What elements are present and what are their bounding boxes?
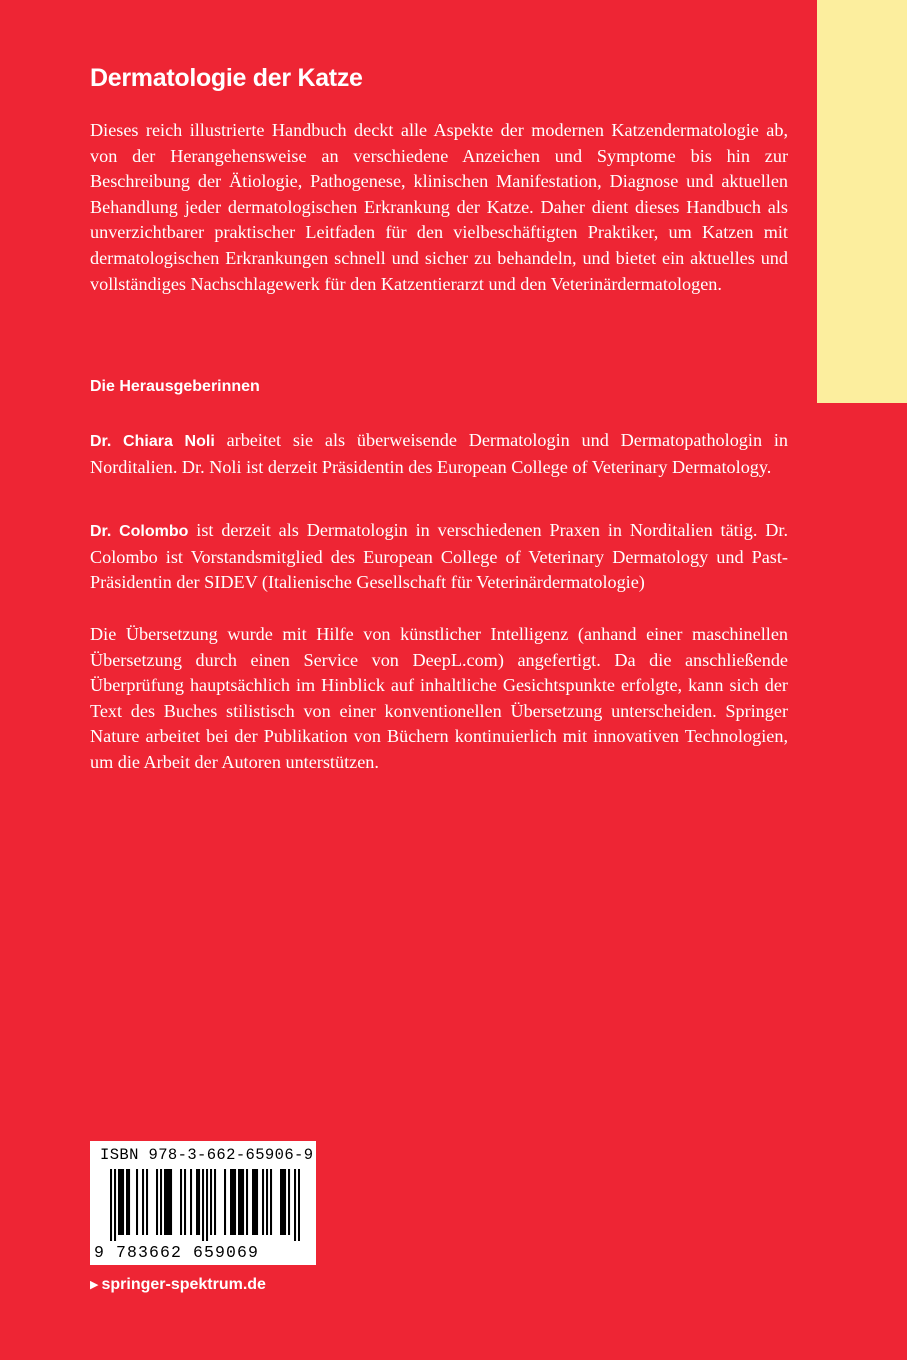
editor-name-colombo: Dr. Colombo <box>90 523 189 540</box>
barcode-bar <box>246 1169 248 1235</box>
barcode-bar <box>240 1169 242 1235</box>
barcode-bar <box>266 1169 268 1235</box>
barcode-bar <box>160 1169 162 1235</box>
barcode-bar <box>256 1169 258 1235</box>
barcode-bar <box>230 1169 232 1235</box>
barcode-bar <box>156 1169 158 1235</box>
barcode-bar <box>126 1169 128 1235</box>
barcode-bar <box>120 1169 122 1235</box>
triangle-right-icon: ▶ <box>90 1279 99 1291</box>
editor-name-noli: Dr. Chiara Noli <box>90 433 215 450</box>
barcode-bar <box>110 1169 112 1241</box>
barcode-bar <box>214 1169 216 1235</box>
barcode-bar <box>184 1169 186 1235</box>
book-title: Dermatologie der Katze <box>90 64 363 92</box>
barcode-bar <box>198 1169 200 1235</box>
barcode-bar <box>288 1169 290 1235</box>
accent-strip <box>817 0 907 403</box>
translation-note: Die Übersetzung wurde mit Hilfe von künstlicher Intelligenz (anhand einer maschinellen Übersetzung durch einen Service von DeepL.com) angefertigt. Da die anschließende Überprüfung hauptsächlich im Hinblick auf inhaltliche Gesichtspunkte erfolgte, kann sich der Text des Buches stilistisch von einer konventionellen Übersetzung unterscheiden. Springer Nature arbeitet bei der Publikation von Büchern kontinuierlich mit innovativen Technologien, um die Arbeit der Autoren unterstützen. <box>90 624 788 772</box>
barcode-bar <box>232 1169 234 1235</box>
barcode-bar <box>210 1169 212 1235</box>
barcode-bar <box>280 1169 282 1235</box>
barcode-bar <box>262 1169 264 1235</box>
barcode-bar <box>252 1169 254 1235</box>
barcode-bar <box>282 1169 284 1235</box>
barcode-bar <box>128 1169 130 1235</box>
barcode-bar <box>122 1169 124 1235</box>
publisher-link[interactable] <box>90 1276 266 1294</box>
barcode-bar <box>238 1169 240 1235</box>
isbn-barcode <box>90 1141 316 1265</box>
barcode-bar <box>170 1169 172 1235</box>
book-description: Dieses reich illustrierte Handbuch deckt alle Aspekte der modernen Katzendermatologie ab, von der Herangehensweise an verschiedene Anzeichen und Symptome bis hin zur Beschreibung der Ätiologie, Pathogenese, klinischen Manifestation, Diagnose und aktuellen Behandlung jeder dermatologischen Erkrankung der Katze. Daher dient dieses Handbuch als unverzichtbarer praktischer Leitfaden für den vielbeschäftigten Praktiker, um Katzen mit dermatologischen Erkrankungen schnell und sicher zu behandeln, und bietet ein aktuelles und vollständiges Nachschlagewerk für den Katzentierarzt und den Veterinärdermatologen. <box>90 120 788 294</box>
isbn-label: ISBN 978-3-662-65906-9 <box>100 1146 314 1164</box>
barcode-bar <box>270 1169 272 1235</box>
barcode-bar <box>118 1169 120 1235</box>
barcode-bar <box>294 1169 296 1241</box>
barcode-bar <box>234 1169 236 1235</box>
editor-bio-colombo-text: ist derzeit als Dermatologin in verschiedenen Praxen in Norditalien tätig. Dr. Colombo ist Vorstandsmitglied des European College of Veterinary Dermatology und Past-Präsidentin der SIDEV (Italienische Gesellschaft für Veterinärdermatologie) <box>90 520 788 593</box>
editor-bio-colombo <box>90 518 788 596</box>
barcode-bar <box>190 1169 192 1235</box>
barcode-bar <box>142 1169 144 1235</box>
barcode-bar <box>254 1169 256 1235</box>
barcode-bar <box>196 1169 198 1235</box>
barcode-bar <box>166 1169 168 1235</box>
barcode-bar <box>164 1169 166 1235</box>
barcode-bar <box>224 1169 226 1235</box>
barcode-bar <box>168 1169 170 1235</box>
barcode-bar <box>136 1169 138 1235</box>
barcode-bar <box>284 1169 286 1235</box>
barcode-bar <box>206 1169 208 1241</box>
barcode-bar <box>146 1169 148 1235</box>
barcode-bar <box>180 1169 182 1235</box>
barcode-bars <box>110 1169 300 1241</box>
editor-bio-noli-text: arbeitet sie als überweisende Dermatologin und Dermatopathologin in Norditalien. Dr. Noli ist derzeit Präsidentin des European College of Veterinary Dermatology. <box>90 430 788 477</box>
editor-bio-noli <box>90 428 788 480</box>
barcode-bar <box>298 1169 300 1241</box>
barcode-bar <box>242 1169 244 1235</box>
publisher-url: springer-spektrum.de <box>101 1276 266 1293</box>
barcode-digits: 9 783662 659069 <box>94 1243 260 1262</box>
barcode-bar <box>202 1169 204 1241</box>
barcode-bar <box>114 1169 116 1241</box>
editors-heading: Die Herausgeberinnen <box>90 378 260 395</box>
